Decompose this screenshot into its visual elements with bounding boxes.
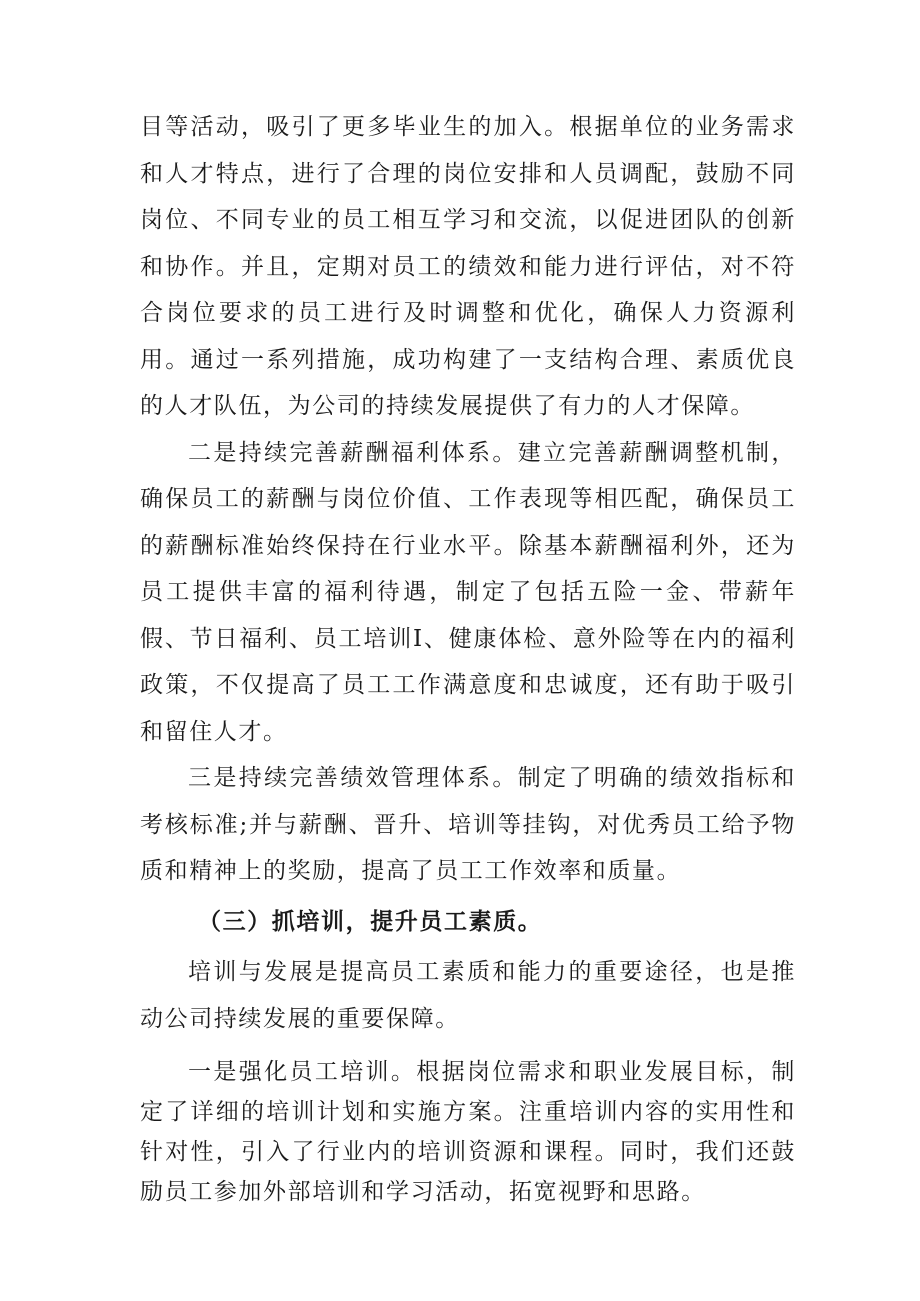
- paragraph-performance: 三是持续完善绩效管理体系。制定了明确的绩效指标和考核标准;并与薪酬、晋升、培训等挂钩，对优秀员工给予物质和精神上的奖励，提高了员工工作效率和质量。: [140, 765, 796, 884]
- document-page: [140, 104, 796, 1212]
- paragraph-compensation: 二是持续完善薪酬福利体系。建立完善薪酬调整机制，确保员工的薪酬与岗位价值、工作表现等相匹配，确保员工的薪酬标准始终保持在行业水平。除基本薪酬福利外，还为员工提供丰富的福利待遇，制定了包括五险一金、带薪年假、节日福利、员工培训I、健康体检、意外险等在内的福利政策，不仅提高了员工工作满意度和忠诚度，还有助于吸引和留住人才。: [140, 439, 796, 745]
- section-heading-training: （三）抓培训，提升员工素质。: [198, 907, 543, 935]
- paragraph-continued: 目等活动，吸引了更多毕业生的加入。根据单位的业务需求和人才特点，进行了合理的岗位安排和人员调配，鼓励不同岗位、不同专业的员工相互学习和交流，以促进团队的创新和协作。并且，定期对员工的绩效和能力进行评估，对不符合岗位要求的员工进行及时调整和优化，确保人力资源利用。通过一系列措施，成功构建了一支结构合理、素质优良的人才队伍，为公司的持续发展提供了有力的人才保障。: [140, 114, 796, 419]
- paragraph-training-detail: 一是强化员工培训。根据岗位需求和职业发展目标，制定了详细的培训计划和实施方案。注重培训内容的实用性和针对性，引入了行业内的培训资源和课程。同时，我们还鼓励员工参加外部培训和学习活动，拓宽视野和思路。: [140, 1059, 796, 1205]
- paragraph-training-intro: 培训与发展是提高员工素质和能力的重要途径，也是推动公司持续发展的重要保障。: [140, 959, 796, 1032]
